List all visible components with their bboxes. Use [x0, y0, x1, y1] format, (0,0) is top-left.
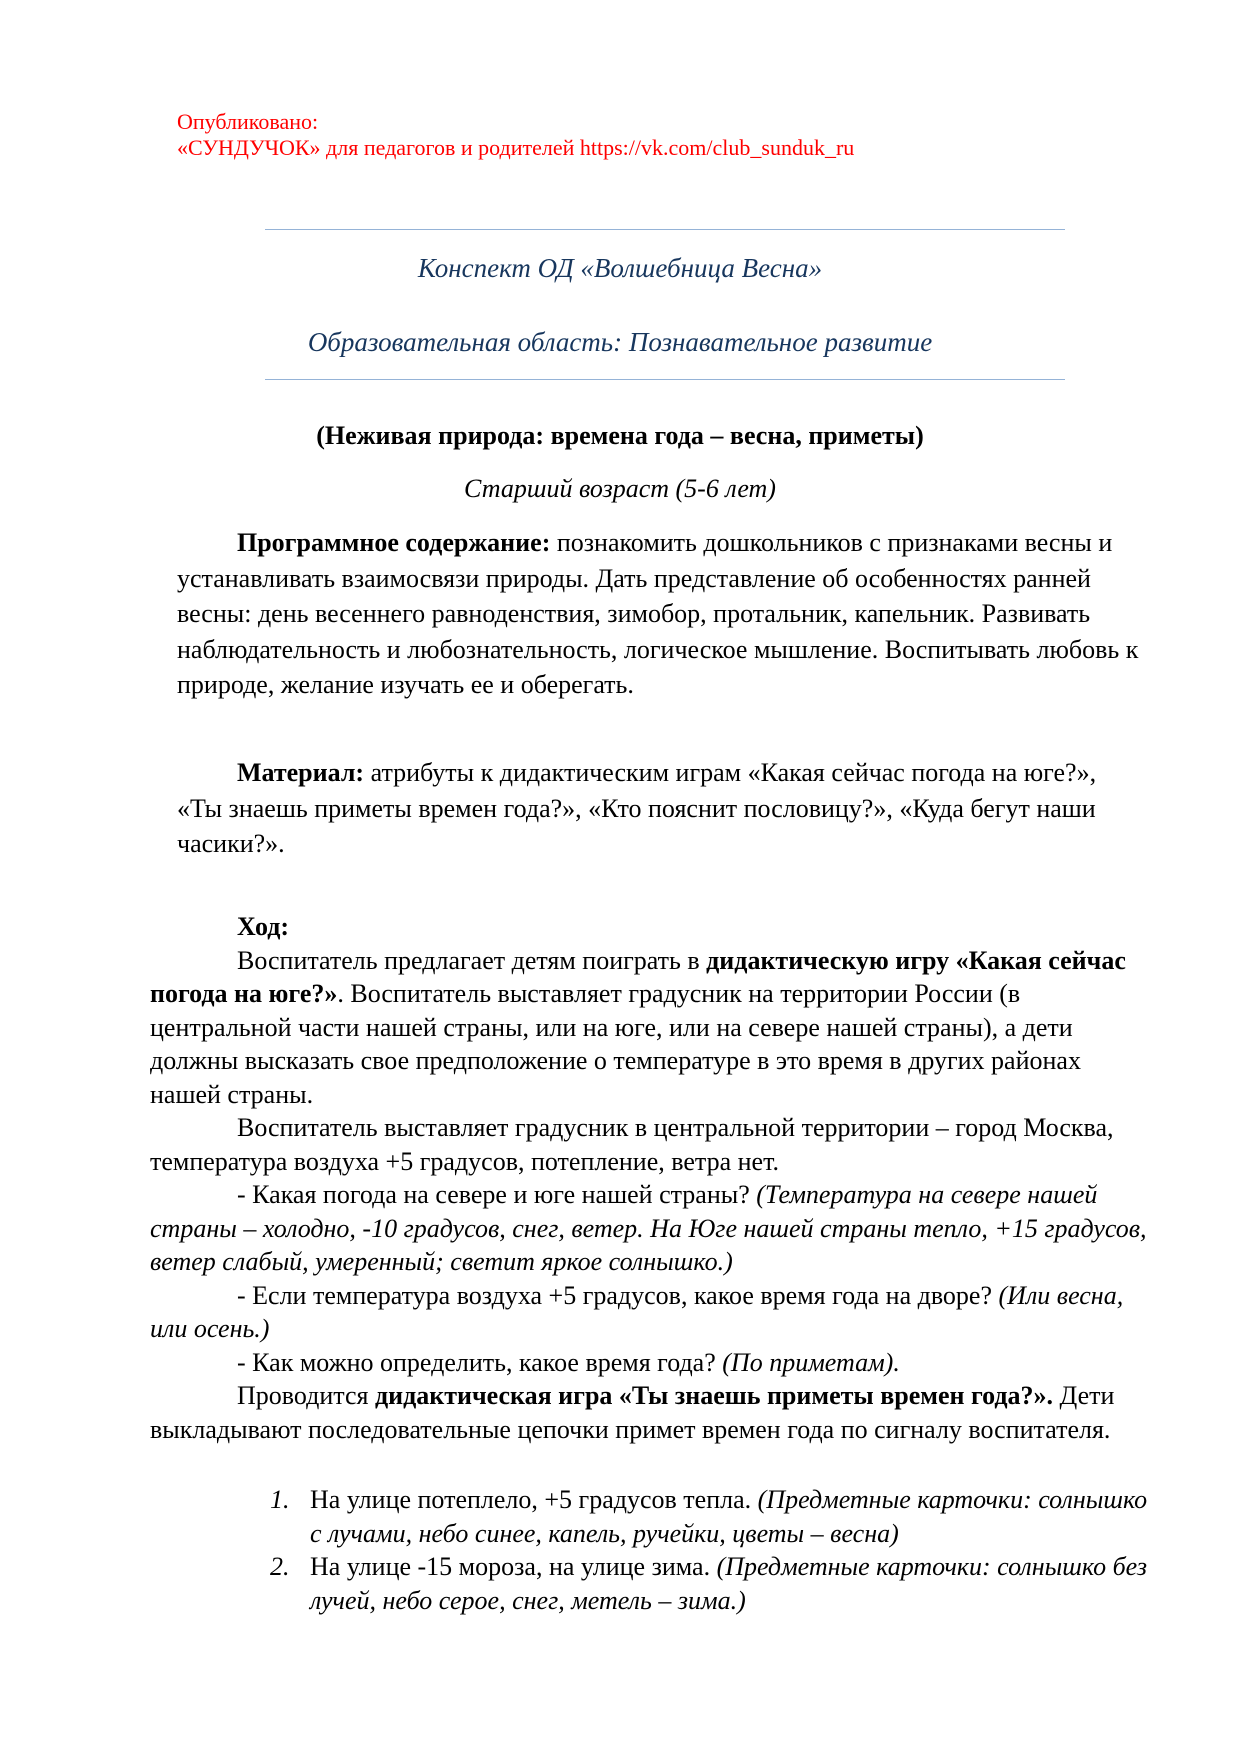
topic-heading: (Неживая природа: времена года – весна, приметы)	[316, 421, 924, 450]
program-content-text: познакомить дошкольников с признаками весны и устанавливать взаимосвязи природы. Дать представление об особенностях ранней весны: день весеннего равноденствия, зимобор, протальник, капельник. Развивать наблюдательность и любознательность, логическое мышление. Воспитывать любовь к природе, желание изучать ее и оберегать.	[177, 528, 1139, 699]
question-1: - Какая погода на севере и юге нашей страны? (Температура на севере нашей страны – холодно, -10 градусов, снег, ветер. На Юге нашей страны тепло, +15 градусов, ветер слабый, умеренный; светит яркое солнышко.)	[150, 1180, 1147, 1276]
course-paragraph-2: Воспитатель выставляет градусник в центральной территории – город Москва, температура воздуха +5 градусов, потепление, ветра нет.	[150, 1113, 1114, 1176]
document-title: Конспект ОД «Волшебница Весна»	[417, 253, 823, 283]
course-section	[150, 910, 1150, 1446]
list-item	[270, 1483, 1150, 1550]
course-paragraph-1: Воспитатель предлагает детям поиграть в дидактическую игру «Какая сейчас погода на юге?». Воспитатель выставляет градусник на территории России (в центральной части нашей страны, или на юге, или на севере нашей страны), а дети должны высказать свое предположение о температуре в это время в других районах нашей страны.	[150, 945, 1126, 1109]
educational-area: Образовательная область: Познавательное развитие	[307, 327, 933, 357]
signs-list	[270, 1483, 1150, 1617]
title-rule-top	[265, 229, 1065, 230]
age-heading: Старший возраст (5-6 лет)	[464, 474, 776, 503]
list-item	[270, 1550, 1150, 1617]
list-item-note: (Предметные карточки: солнышко с лучами, небо синее, капель, ручейки, цветы – весна)	[310, 1485, 1148, 1548]
program-content-paragraph	[177, 525, 1147, 703]
list-item-text: На улице -15 мороза, на улице зима.	[310, 1552, 717, 1581]
list-item-text: На улице потеплело, +5 градусов тепла.	[310, 1485, 758, 1514]
question-2: - Если температура воздуха +5 градусов, какое время года на дворе? (Или весна, или осень.)	[150, 1280, 1124, 1343]
program-content-label: Программное содержание:	[237, 528, 551, 557]
material-text: атрибуты к дидактическим играм «Какая сейчас погода на юге?», «Ты знаешь приметы времен года?», «Кто пояснит пословицу?», «Куда бегут наши часики?».	[177, 758, 1097, 858]
list-item-number: 2.	[270, 1552, 290, 1581]
published-source: «СУНДУЧОК» для педагогов и родителей https://vk.com/club_sunduk_ru	[177, 135, 855, 160]
list-item-number: 1.	[270, 1485, 290, 1514]
published-label: Опубликовано:	[177, 109, 319, 134]
material-paragraph	[177, 755, 1147, 862]
list-item-note: (Предметные карточки: солнышко без лучей, небо серое, снег, метель – зима.)	[310, 1552, 1147, 1615]
title-rule-bottom	[265, 379, 1065, 380]
course-heading: Ход:	[237, 912, 290, 941]
course-paragraph-3: Проводится дидактическая игра «Ты знаешь приметы времен года?». Дети выкладывают последовательные цепочки примет времен года по сигналу воспитателя.	[150, 1381, 1115, 1444]
question-3: - Как можно определить, какое время года? (По приметам).	[237, 1347, 900, 1377]
material-label: Материал:	[237, 758, 365, 787]
